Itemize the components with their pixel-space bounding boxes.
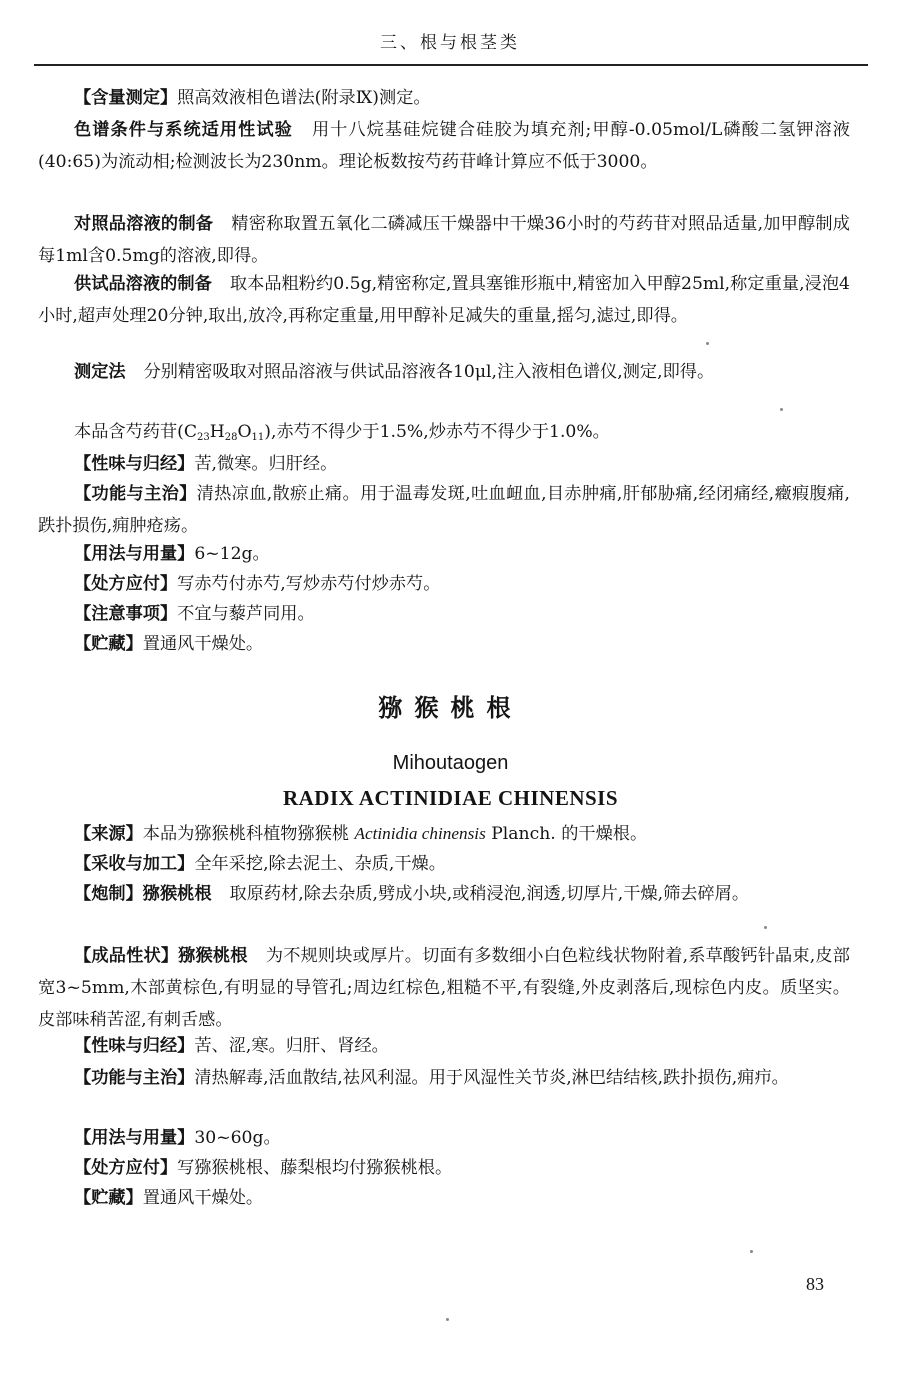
- storage-text-2: 置通风干燥处。: [142, 1188, 264, 1208]
- method-label: 测定法: [74, 362, 126, 382]
- reference-solution-paragraph: [38, 208, 850, 272]
- herb-title: 猕猴桃根: [378, 693, 523, 722]
- assay-paragraph: [38, 82, 850, 114]
- dosage-label-1: 【用法与用量】: [74, 544, 195, 564]
- prescription-label-2: 【处方应付】: [74, 1158, 178, 1178]
- processing-text: 取原药材,除去杂质,劈成小块,或稍浸泡,润透,切厚片,干燥,筛去碎屑。: [229, 884, 750, 904]
- taste-label-2: 【性味与归经】: [74, 1036, 195, 1056]
- storage-label-2: 【贮藏】: [74, 1188, 143, 1208]
- reference-solution-text: 精密称取置五氧化二磷减压干燥器中干燥36小时的芍药苷对照品适量,加甲醇制成每1ml含0.5mg的溶液,即得。: [38, 214, 850, 266]
- source-text-end: Planch. 的干燥根。: [485, 824, 648, 844]
- test-solution-text: 取本品粗粉约0.5g,精密称定,置具塞锥形瓶中,精密加入甲醇25ml,称定重量,浸泡4小时,超声处理20分钟,取出,放冷,再称定重量,用甲醇补足减失的重量,摇匀,滤过,即得。: [38, 274, 850, 326]
- function-label-1: 【功能与主治】: [74, 484, 197, 504]
- limit-text-end: ),赤芍不得少于1.5%,炒赤芍不得少于1.0%。: [264, 422, 610, 442]
- taste-paragraph-2: [38, 1030, 850, 1062]
- chromatography-text: 用十八烷基硅烷键合硅胶为填充剂;甲醇-0.05mol/L磷酸二氢钾溶液(40:65)为流动相;检测波长为230nm。理论板数按芍药苷峰计算应不低于3000。: [38, 120, 850, 172]
- source-paragraph: [38, 818, 850, 850]
- scan-speck: [780, 408, 783, 411]
- prescription-paragraph-1: [38, 568, 850, 600]
- storage-label-1: 【贮藏】: [74, 634, 143, 654]
- reference-solution-label: 对照品溶液的制备: [74, 214, 214, 234]
- harvest-paragraph: [38, 848, 850, 880]
- storage-paragraph-2: [38, 1182, 850, 1214]
- herb-pinyin: Mihoutaogen: [392, 752, 509, 774]
- chromatography-label: 色谱条件与系统适用性试验: [74, 120, 293, 140]
- taste-text-1: 苦,微寒。归肝经。: [194, 454, 338, 474]
- scan-speck: [446, 1318, 449, 1321]
- formula-h: H: [209, 422, 225, 442]
- caution-label: 【注意事项】: [74, 604, 178, 624]
- harvest-text: 全年采挖,除去泥土、杂质,干燥。: [194, 854, 446, 874]
- dosage-paragraph-2: [38, 1122, 850, 1154]
- processing-label: 【炮制】猕猴桃根: [74, 884, 212, 904]
- function-text-1: 清热凉血,散瘀止痛。用于温毒发斑,吐血衄血,目赤肿痛,肝郁胁痛,经闭痛经,癥瘕腹痛,跌扑损伤,痈肿疮疡。: [38, 484, 850, 536]
- dosage-label-2: 【用法与用量】: [74, 1128, 195, 1148]
- prescription-label-1: 【处方应付】: [74, 574, 178, 594]
- characteristics-label: 【成品性状】猕猴桃根: [74, 946, 248, 966]
- function-paragraph-1: [38, 478, 850, 542]
- taste-text-2: 苦、涩,寒。归肝、肾经。: [194, 1036, 389, 1056]
- scan-speck: [750, 1250, 753, 1253]
- caution-paragraph: [38, 598, 850, 630]
- species-name: Actinidia chinensis: [354, 824, 486, 843]
- function-paragraph-2: [38, 1062, 850, 1094]
- herb-latin-name: RADIX ACTINIDIAE CHINENSIS: [282, 786, 619, 810]
- harvest-label: 【采收与加工】: [74, 854, 195, 874]
- dosage-text-2: 30~60g。: [194, 1128, 281, 1148]
- formula-sub-h: 28: [224, 432, 238, 443]
- header-rule: [34, 64, 868, 66]
- caution-text: 不宜与藜芦同用。: [177, 604, 315, 624]
- prescription-text-1: 写赤芍付赤芍,写炒赤芍付炒赤芍。: [177, 574, 441, 594]
- storage-paragraph-1: [38, 628, 850, 660]
- formula-sub-c: 23: [196, 432, 210, 443]
- taste-paragraph-1: [38, 448, 850, 480]
- formula-sub-o: 11: [251, 432, 265, 443]
- function-text-2: 清热解毒,活血散结,祛风利湿。用于风湿性关节炎,淋巴结结核,跌扑损伤,痈疖。: [194, 1068, 789, 1088]
- scan-speck: [706, 342, 709, 345]
- scan-speck: [764, 926, 767, 929]
- characteristics-text: 为不规则块或厚片。切面有多数细小白色粒线状物附着,系草酸钙针晶束,皮部宽3~5mm,木部黄棕色,有明显的导管孔;周边红棕色,粗糙不平,有裂缝,外皮剥落后,现棕色内皮。质坚实。皮部味稍苦涩,有刺舌感。: [38, 946, 850, 1030]
- content-limit-paragraph: [38, 416, 850, 448]
- characteristics-paragraph: [38, 940, 850, 1036]
- processing-paragraph: [38, 878, 850, 910]
- method-text: 分别精密吸取对照品溶液与供试品溶液各10μl,注入液相色谱仪,测定,即得。: [143, 362, 715, 382]
- formula-o: O: [237, 422, 252, 442]
- dosage-paragraph-1: [38, 538, 850, 570]
- assay-label: 【含量测定】: [74, 88, 178, 108]
- function-label-2: 【功能与主治】: [74, 1068, 195, 1088]
- method-paragraph: [38, 356, 850, 388]
- running-header: 三、根与根茎类: [380, 33, 520, 53]
- storage-text-1: 置通风干燥处。: [142, 634, 264, 654]
- test-solution-paragraph: [38, 268, 850, 332]
- source-text: 本品为猕猴桃科植物猕猴桃: [142, 824, 355, 844]
- test-solution-label: 供试品溶液的制备: [74, 274, 212, 294]
- assay-text: 照高效液相色谱法(附录Ⅸ)测定。: [177, 88, 431, 108]
- limit-text-start: 本品含芍药苷(C: [74, 422, 197, 442]
- prescription-text-2: 写猕猴桃根、藤梨根均付猕猴桃根。: [177, 1158, 453, 1178]
- prescription-paragraph-2: [38, 1152, 850, 1184]
- dosage-text-1: 6~12g。: [194, 544, 270, 564]
- page-number: 83: [806, 1274, 824, 1294]
- source-label: 【来源】: [74, 824, 143, 844]
- chromatography-paragraph: [38, 114, 850, 178]
- taste-label-1: 【性味与归经】: [74, 454, 195, 474]
